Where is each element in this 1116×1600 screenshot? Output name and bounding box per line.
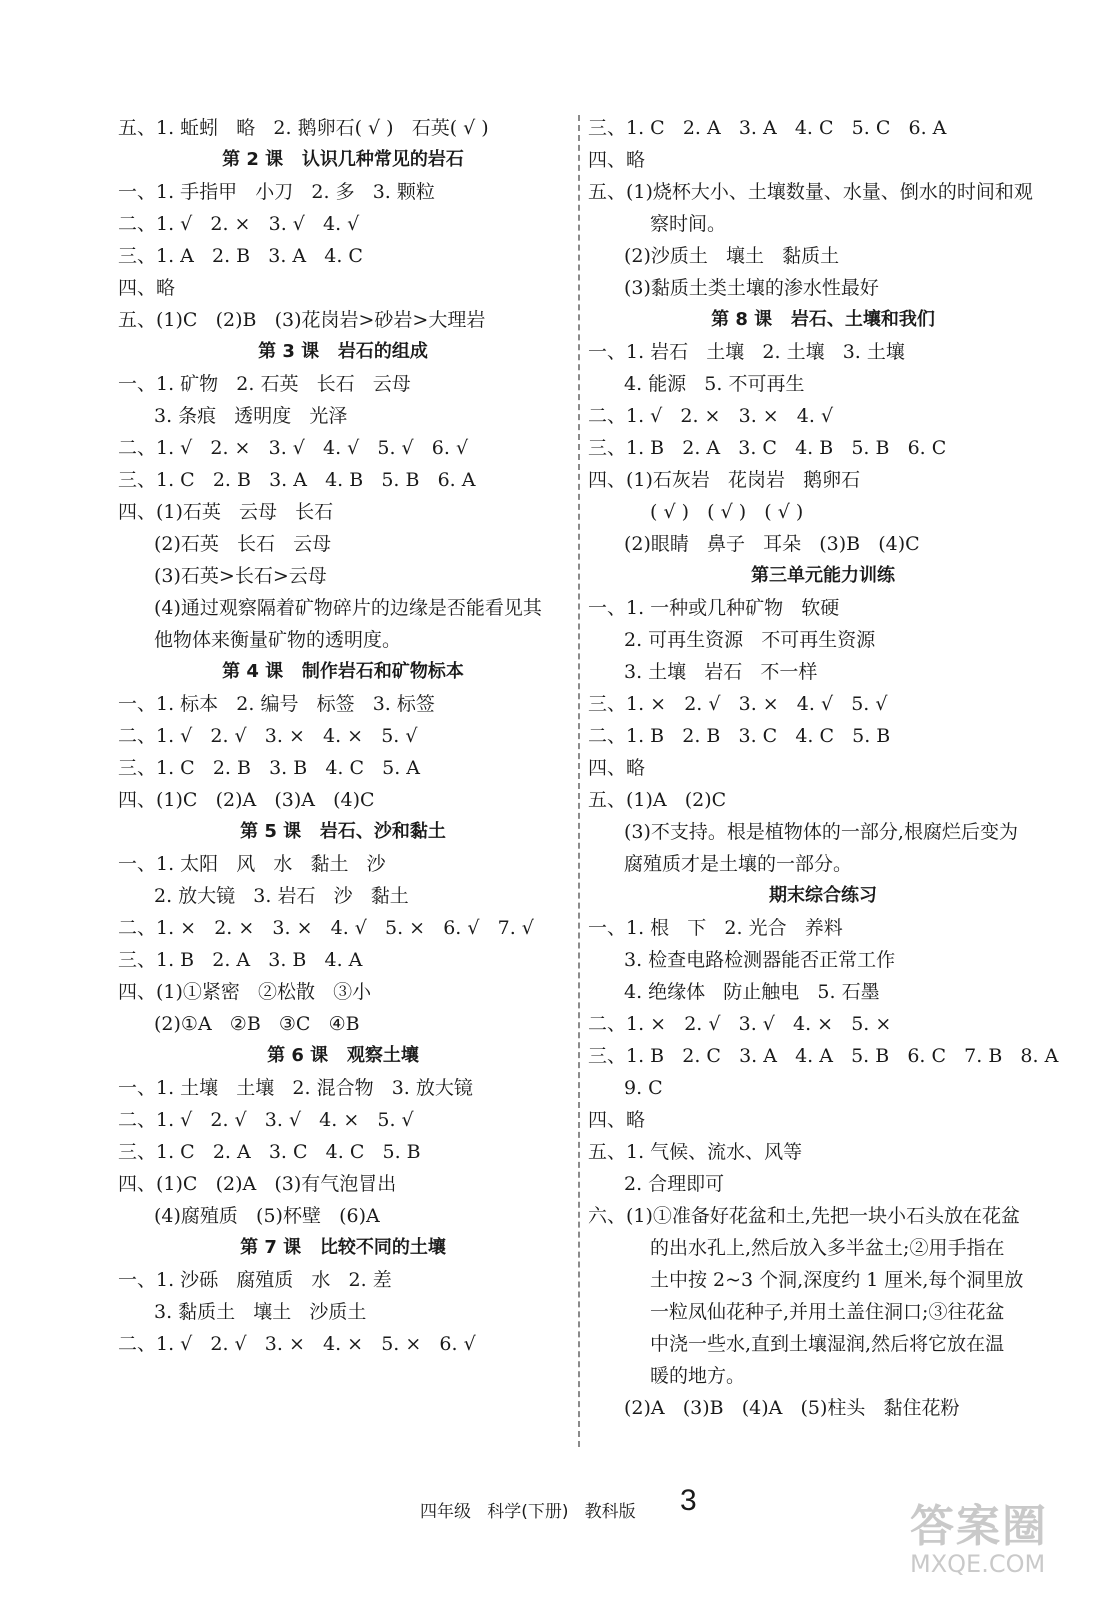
answer-line: 3. 条痕 透明度 光泽 (154, 405, 348, 427)
answer-line: 三、1. C 2. B 3. B 4. C 5. A (118, 757, 421, 779)
answer-line: 五、1. 蚯蚓 略 2. 鹅卵石( √ ) 石英( √ ) (118, 117, 489, 139)
answer-line: 五、(1)烧杯大小、土壤数量、水量、倒水的时间和观 (588, 181, 1033, 203)
answer-line: 一、1. 手指甲 小刀 2. 多 3. 颗粒 (118, 181, 435, 203)
answer-line: 土中按 2~3 个洞,深度约 1 厘米,每个洞里放 (650, 1269, 1024, 1291)
answer-line: 二、1. √ 2. × 3. √ 4. √ (118, 213, 360, 235)
section-heading: 第三单元能力训练 (751, 565, 895, 586)
column-divider (578, 115, 580, 1447)
answer-line: (3)黏质土类土壤的渗水性最好 (624, 277, 879, 299)
answer-line: 二、1. × 2. √ 3. √ 4. × 5. × (588, 1013, 892, 1035)
answer-line: 一粒凤仙花种子,并用土盖住洞口;③往花盆 (650, 1301, 1005, 1323)
answer-line: 一、1. 岩石 土壤 2. 土壤 3. 土壤 (588, 341, 905, 363)
answer-line: ( √ ) ( √ ) ( √ ) (650, 501, 804, 523)
answer-line: (4)通过观察隔着矿物碎片的边缘是否能看见其 (154, 597, 542, 619)
section-heading: 第 3 课 岩石的组成 (258, 341, 428, 362)
watermark (910, 1490, 1080, 1590)
answer-line: 四、(1)石灰岩 花岗岩 鹅卵石 (588, 469, 861, 491)
answer-line: 四、(1)石英 云母 长石 (118, 501, 334, 523)
answer-line: 二、1. √ 2. √ 3. × 4. × 5. × 6. √ (118, 1333, 476, 1355)
answer-line: 3. 黏质土 壤土 沙质土 (154, 1301, 367, 1323)
answer-line: 他物体来衡量矿物的透明度。 (154, 629, 402, 651)
answer-line: 四、略 (118, 277, 176, 299)
answer-line: 四、(1)C (2)A (3)A (4)C (118, 789, 375, 811)
answer-line: 一、1. 矿物 2. 石英 长石 云母 (118, 373, 411, 395)
section-heading: 第 2 课 认识几种常见的岩石 (222, 149, 464, 170)
answer-line: 一、1. 标本 2. 编号 标签 3. 标签 (118, 693, 435, 715)
answer-line: (2)石英 长石 云母 (154, 533, 332, 555)
answer-line: 2. 可再生资源 不可再生资源 (624, 629, 876, 651)
footer-text: 四年级 科学(下册) 教科版 (420, 1502, 636, 1522)
answer-line: 六、(1)①准备好花盆和土,先把一块小石头放在花盆 (588, 1205, 1020, 1227)
answer-line: (2)沙质土 壤土 黏质土 (624, 245, 840, 267)
answer-line: 四、(1)①紧密 ②松散 ③小 (118, 981, 372, 1003)
answer-line: 五、1. 气候、流水、风等 (588, 1141, 803, 1163)
answer-line: 三、1. B 2. A 3. C 4. B 5. B 6. C (588, 437, 947, 459)
answer-line: 2. 合理即可 (624, 1173, 725, 1195)
answer-line: 三、1. B 2. C 3. A 4. A 5. B 6. C 7. B 8. A (588, 1045, 1059, 1067)
answer-line: 一、1. 土壤 土壤 2. 混合物 3. 放大镜 (118, 1077, 473, 1099)
answer-line: 3. 检查电路检测器能否正常工作 (624, 949, 896, 971)
answer-line: 三、1. × 2. √ 3. × 4. √ 5. √ (588, 693, 888, 715)
answer-line: 腐殖质才是土壤的一部分。 (624, 853, 853, 875)
answer-line: 四、略 (588, 149, 646, 171)
answer-line: 一、1. 沙砾 腐殖质 水 2. 差 (118, 1269, 392, 1291)
answer-line: 中浇一些水,直到土壤湿润,然后将它放在温 (650, 1333, 1005, 1355)
answer-line: 二、1. √ 2. √ 3. × 4. × 5. √ (118, 725, 418, 747)
section-heading: 第 6 课 观察土壤 (267, 1045, 419, 1066)
answer-line: 四、略 (588, 757, 646, 779)
answer-line: (2)眼睛 鼻子 耳朵 (3)B (4)C (624, 533, 920, 555)
answer-line: 二、1. × 2. × 3. × 4. √ 5. × 6. √ 7. √ (118, 917, 534, 939)
answer-line: 4. 能源 5. 不可再生 (624, 373, 805, 395)
answer-line: 三、1. C 2. B 3. A 4. B 5. B 6. A (118, 469, 476, 491)
answer-line: 3. 土壤 岩石 不一样 (624, 661, 818, 683)
answer-line: 五、(1)C (2)B (3)花岗岩>砂岩>大理岩 (118, 309, 486, 331)
answer-line: 察时间。 (650, 213, 727, 235)
section-heading: 第 7 课 比较不同的土壤 (240, 1237, 446, 1258)
section-heading: 期末综合练习 (769, 885, 877, 906)
answer-line: 一、1. 太阳 风 水 黏土 沙 (118, 853, 386, 875)
page-number: 3 (680, 1484, 697, 1517)
answer-line: 二、1. B 2. B 3. C 4. C 5. B (588, 725, 891, 747)
answer-line: 的出水孔上,然后放入多半盆土;②用手指在 (650, 1237, 1005, 1259)
answer-line: (2)①A ②B ③C ④B (154, 1013, 360, 1035)
answer-line: (2)A (3)B (4)A (5)柱头 黏住花粉 (624, 1397, 960, 1419)
answer-line: 三、1. C 2. A 3. C 4. C 5. B (118, 1141, 421, 1163)
answer-line: 三、1. A 2. B 3. A 4. C (118, 245, 363, 267)
section-heading: 第 4 课 制作岩石和矿物标本 (222, 661, 464, 682)
answer-line: 二、1. √ 2. √ 3. √ 4. × 5. √ (118, 1109, 414, 1131)
answer-line: 暖的地方。 (650, 1365, 746, 1387)
answer-line: 2. 放大镜 3. 岩石 沙 黏土 (154, 885, 409, 907)
right-column (588, 112, 1058, 1424)
answer-line: (3)不支持。根是植物体的一部分,根腐烂后变为 (624, 821, 1018, 843)
answer-line: 四、略 (588, 1109, 646, 1131)
answer-line: 二、1. √ 2. × 3. √ 4. √ 5. √ 6. √ (118, 437, 469, 459)
section-heading: 第 5 课 岩石、沙和黏土 (240, 821, 446, 842)
answer-line: 五、(1)A (2)C (588, 789, 727, 811)
section-heading: 第 8 课 岩石、土壤和我们 (711, 309, 935, 330)
answer-line: 二、1. √ 2. × 3. × 4. √ (588, 405, 834, 427)
answer-line: 4. 绝缘体 防止触电 5. 石墨 (624, 981, 880, 1003)
left-column (118, 112, 568, 1360)
answer-line: 一、1. 根 下 2. 光合 养料 (588, 917, 843, 939)
answer-line: 四、(1)C (2)A (3)有气泡冒出 (118, 1173, 397, 1195)
answer-line: 三、1. C 2. A 3. A 4. C 5. C 6. A (588, 117, 947, 139)
watermark-logo: 答案圈 (910, 1501, 1048, 1552)
answer-line: 三、1. B 2. A 3. B 4. A (118, 949, 363, 971)
answer-line: (3)石英>长石>云母 (154, 565, 327, 587)
answer-line: 9. C (624, 1077, 663, 1099)
answer-line: 一、1. 一种或几种矿物 软硬 (588, 597, 840, 619)
answer-line: (4)腐殖质 (5)杯壁 (6)A (154, 1205, 380, 1227)
watermark-url: MXQE.COM (910, 1550, 1046, 1578)
